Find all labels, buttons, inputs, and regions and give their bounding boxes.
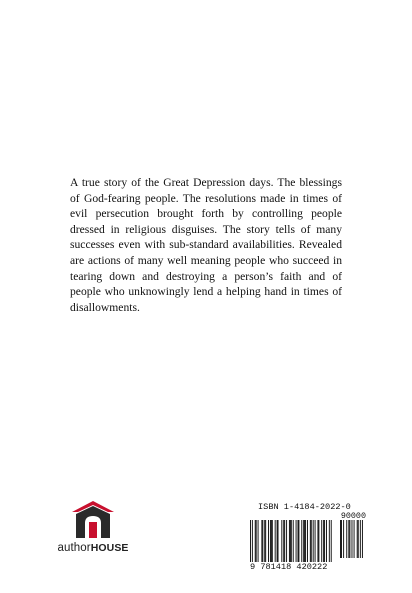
barcode-bars [250,520,368,562]
price-code: 90000 [340,511,366,521]
publisher-name [52,542,134,554]
ean-digits: 9 781418 420222 [250,562,328,572]
isbn-label: ISBN 1-4184-2022-0 [258,502,351,512]
authorhouse-logo-icon [70,500,116,540]
publisher-name-part1: author [57,542,91,554]
isbn-barcode [250,502,368,574]
publisher-name-part2: HOUSE [90,542,129,554]
publisher-logo [52,500,134,558]
back-cover-blurb: A true story of the Great Depression days. The blessings of God-fearing people. The resolutions made in times of evil persecution brought forth by controlling people dressed in religious disguises. The story tells of many successes even with sub-standard availabilities. Revealed are actions of many well meaning people who succeed in tearing down and destroying a person’s faith and of people who unknowingly lend a helping hand in times of disallowments. [70,176,342,314]
